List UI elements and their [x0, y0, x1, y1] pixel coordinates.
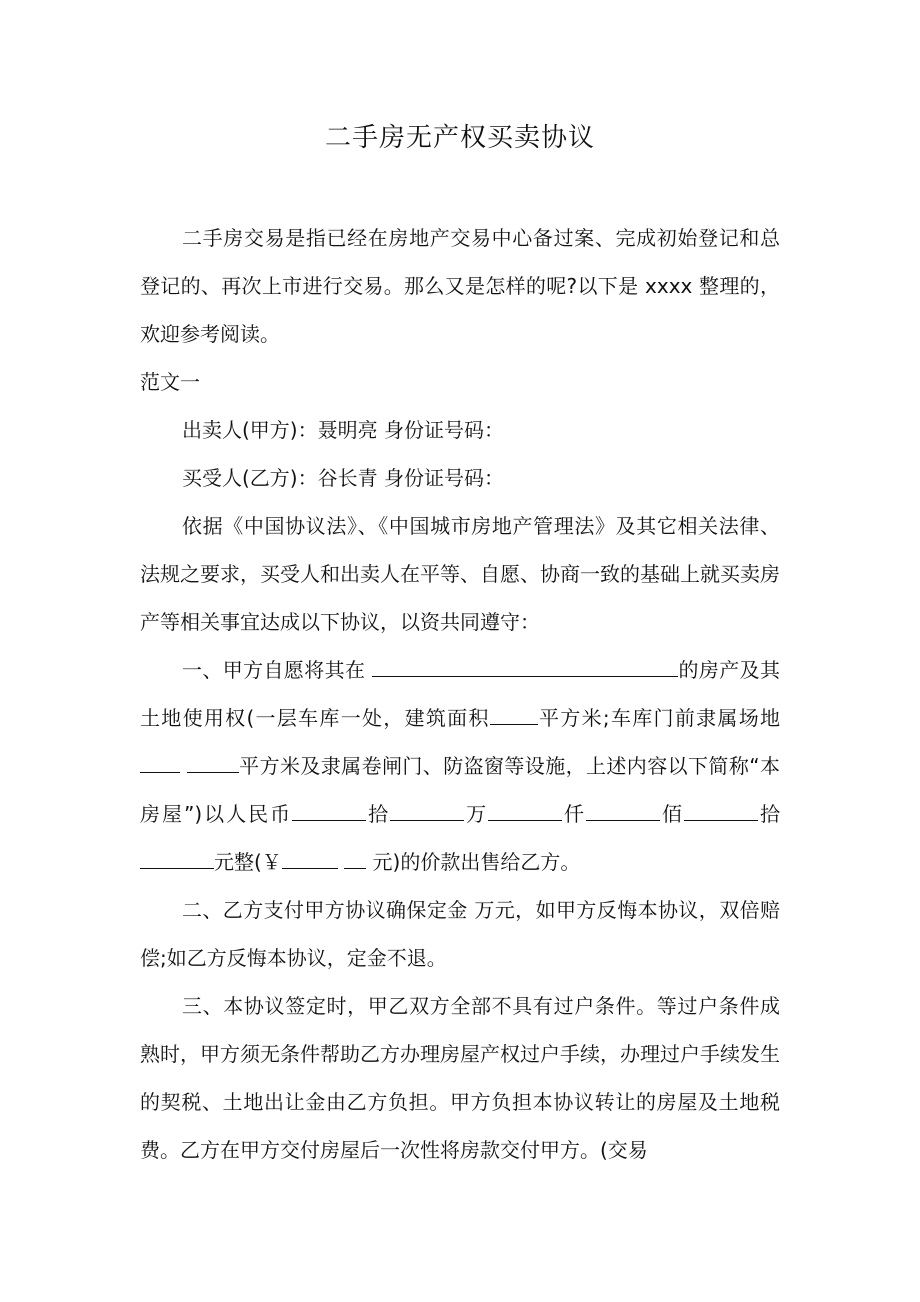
clause-1-text: 仟: [562, 802, 587, 826]
price-blank: [684, 798, 758, 821]
seller-line: 出卖人(甲方)：聂明亮 身份证号码：: [182, 418, 504, 442]
document-title: 二手房无产权买卖协议: [324, 123, 595, 153]
clause-1-text: 佰: [660, 802, 685, 826]
clause-1-text: 万: [464, 802, 489, 826]
price-blank: [140, 846, 214, 869]
clause-1-text: 平方米及隶属卷闸门、防盗窗等设施，上述内容以下简称“本房屋”)以人民币: [140, 754, 780, 826]
clause-1-text: 平方米;车库门前隶属场地: [537, 706, 780, 730]
price-blank: [586, 798, 660, 821]
clause-3-paragraph: 三、本协议签定时，甲乙双方全部不具有过户条件。等过户条件成熟时，甲方须无条件帮助乙方办理房屋产权过户手续，办理过户手续发生的契税、土地出让金由乙方负担。甲方负担本协议转让的房屋及土地税费。乙方在甲方交付房屋后一次性将房款交付甲方。(交易: [140, 994, 780, 1162]
price-blank: [390, 798, 464, 821]
clause-1-text: 的房产及其土地使用权(一层车库一处，建筑面积: [140, 658, 781, 730]
clause-1-text: 元整(￥: [214, 850, 282, 874]
sample-heading: 范文一: [140, 370, 200, 394]
building-area-blank: [490, 702, 538, 725]
intro-paragraph: 二手房交易是指已经在房地产交易中心备过案、完成初始登记和总登记的、再次上市进行交易。那么又是怎样的呢?以下是 xxxx 整理的，欢迎参考阅读。: [140, 226, 780, 346]
clause-1-text: [180, 754, 187, 778]
price-blank: [488, 798, 562, 821]
clause-1-text: 一、甲方自愿将其在: [182, 658, 373, 682]
legal-basis-paragraph: 依据《中国协议法》、《中国城市房地产管理法》及其它相关法律、法规之要求，买受人和出卖人在平等、自愿、协商一致的基础上就买卖房产等相关事宜达成以下协议，以资共同遵守：: [140, 514, 780, 634]
price-blank: [292, 798, 366, 821]
clause-2-paragraph: 二、乙方支付甲方协议确保定金 万元，如甲方反悔本协议，双倍赔偿;如乙方反悔本协议，定金不退。: [140, 898, 780, 970]
property-location-blank: [372, 654, 678, 677]
clause-1-text: 拾: [758, 802, 781, 826]
clause-1-text: 元)的价款出售给乙方。: [366, 850, 581, 874]
clause-1-paragraph: [140, 646, 780, 886]
amount-blank: [282, 846, 338, 869]
clause-1-text: 拾: [366, 802, 391, 826]
buyer-line: 买受人(乙方)：谷长青 身份证号码：: [182, 466, 504, 490]
site-area-blank-2: [187, 750, 239, 773]
site-area-blank: [140, 750, 180, 773]
amount-blank-2: [344, 846, 366, 869]
